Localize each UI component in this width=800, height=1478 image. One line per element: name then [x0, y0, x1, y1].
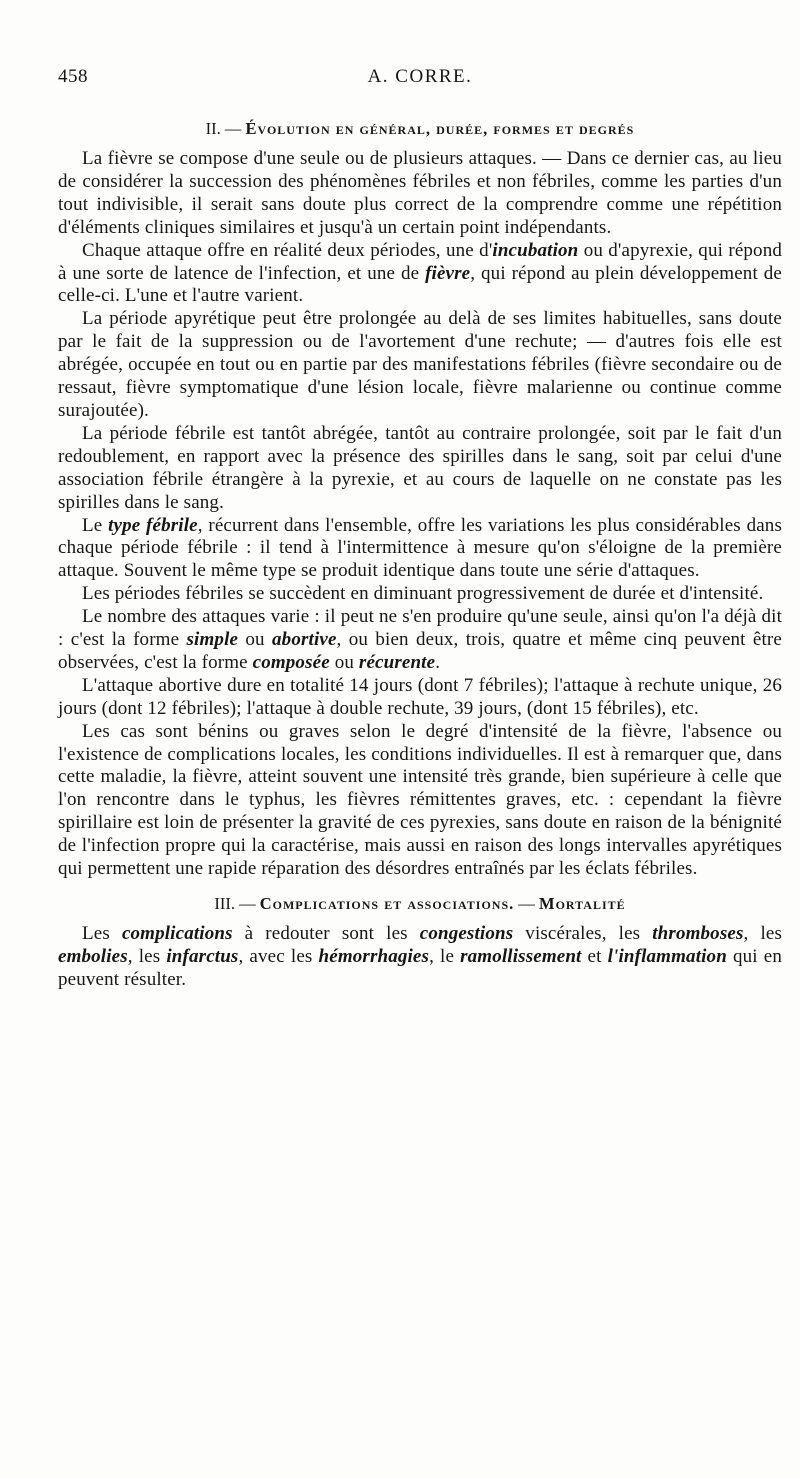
italic-term: congestions: [419, 923, 514, 944]
text-run: Les: [82, 923, 122, 944]
italic-term: récurente: [358, 651, 436, 673]
section-title: Complications et associations.: [259, 894, 515, 913]
text-run: ou: [238, 629, 273, 651]
text-run: , les: [743, 923, 782, 944]
heading-dash: —: [518, 894, 535, 913]
italic-term: composée: [252, 651, 330, 673]
text-run: qui en peuvent résulter.: [58, 945, 783, 990]
text-run: et: [581, 945, 608, 967]
text-run: Chaque attaque offre en réalité deux périodes, une d': [82, 239, 493, 261]
italic-term: complications: [121, 923, 233, 944]
italic-term: hémorrhagies: [318, 945, 430, 967]
text-run: , les: [127, 945, 167, 967]
section-heading-ii: [58, 118, 782, 140]
italic-term: l'inflammation: [607, 945, 727, 967]
italic-term: incubation: [492, 239, 579, 261]
paragraph-1: La fièvre se compose d'une seule ou de plusieurs attaques. — Dans ce dernier cas, au lieu de considérer la succession des phénomènes fébriles et non fébriles, comme les parties d'un tout indivisible, il serait sans doute plus correct de la comprendre comme une répétition d'éléments cliniques similaires et jusqu'à un certain point indépendants.: [58, 148, 782, 238]
text-run: , avec les: [238, 945, 319, 967]
text-run: , le: [429, 945, 461, 967]
paragraph-9: Les cas sont bénins ou graves selon le degré d'intensité de la fièvre, l'absence ou l'existence de complications locales, les conditions individuelles. Il est à remarquer que, dans cette maladie, la fièvre, atteint souvent une intensité très grande, bien supérieure à celle que l'on rencontre dans le typhus, les fièvres rémittentes graves, etc. : cependant la fièvre spirillaire est loin de présenter la gravité de ces pyrexies, sans doute en raison de la bénignité de l'infection propre qui la caractérise, mais aussi en raison des longs intervalles apyrétiques qui permettent une rapide réparation des désordres entraînés par les éclats fébriles.: [58, 720, 782, 880]
italic-term: ramollissement: [460, 945, 582, 967]
heading-dash: —: [224, 119, 242, 138]
text-run: Le: [82, 514, 109, 536]
section-heading-iii: [58, 893, 782, 915]
text-run: , récurrent dans l'ensemble, offre les variations les plus considérables dans chaque période fébrile : il tend à l'intermittence à mesure qu'on s'éloigne de la première attaque. Souvent le même type se produit identique dans toute une série d'attaques.: [58, 514, 782, 582]
paragraph-8: L'attaque abortive dure en totalité 14 jours (dont 7 fébriles); l'attaque à rechute unique, 26 jours (dont 12 fébriles); l'attaque à double rechute, 39 jours, (dont 15 fébriles), etc.: [58, 674, 782, 719]
italic-term: infarctus: [166, 945, 239, 967]
section-numeral: III.: [214, 894, 235, 913]
text-run: à redouter sont les: [232, 923, 420, 944]
page-number: 458: [58, 66, 88, 87]
text-run: viscérales, les: [513, 923, 653, 944]
text-run: Le nombre des attaques varie : il peut ne s'en produire qu'une seule, ainsi qu'on l'a déjà dit : c'est la forme: [58, 606, 782, 651]
italic-term: thromboses: [652, 923, 744, 944]
italic-term: type fébrile: [108, 514, 198, 536]
text-run: ou: [329, 651, 359, 673]
paragraph-4: La période fébrile est tantôt abrégée, tantôt au contraire prolongée, soit par le fait d'un redoublement, en rapport avec la présence des spirilles dans le sang, soit par celui d'une association fébrile étrangère à la pyrexie, et au cours de laquelle on ne constate pas les spirilles dans le sang.: [58, 422, 782, 513]
italic-term: abortive: [272, 629, 337, 651]
section-title: Évolution en général, durée, formes et degrés: [245, 119, 635, 138]
italic-term: embolies: [58, 945, 128, 967]
italic-term: fièvre: [425, 262, 471, 284]
paragraph-2: [58, 240, 782, 309]
paragraph-6: Les périodes fébriles se succèdent en diminuant progressivement de durée et d'intensité.: [82, 583, 764, 605]
paragraph-3: La période apyrétique peut être prolongée au delà de ses limites habituelles, sans doute par le fait de la suppression ou de l'avortement d'une rechute; — d'autres fois elle est abrégée, occupée en tout ou en partie par des manifestations fébriles (fièvre secondaire ou de ressaut, fièvre symptomatique d'une lésion locale, fièvre malarienne ou continue comme surajoutée).: [58, 308, 782, 421]
text-run: ou d'apyrexie, qui répond à une sorte de latence de l'infection, et une de: [58, 239, 782, 284]
section-title-mortality: Mortalité: [539, 894, 626, 913]
italic-term: simple: [186, 629, 239, 651]
heading-dash: —: [239, 894, 256, 913]
paragraph-10: [58, 923, 782, 992]
text-run: , ou bien deux, trois, quatre et même cinq peuvent être observées, c'est la forme: [58, 629, 782, 673]
running-head-author: A. CORRE.: [367, 66, 473, 87]
text-run: .: [435, 651, 441, 673]
text-run: , qui répond au plein développement de celle-ci. L'une et l'autre varient.: [58, 262, 782, 307]
section-numeral: II.: [205, 119, 221, 138]
paragraph-7: [58, 606, 782, 675]
running-head: [58, 66, 782, 96]
paragraph-5: [58, 515, 782, 584]
